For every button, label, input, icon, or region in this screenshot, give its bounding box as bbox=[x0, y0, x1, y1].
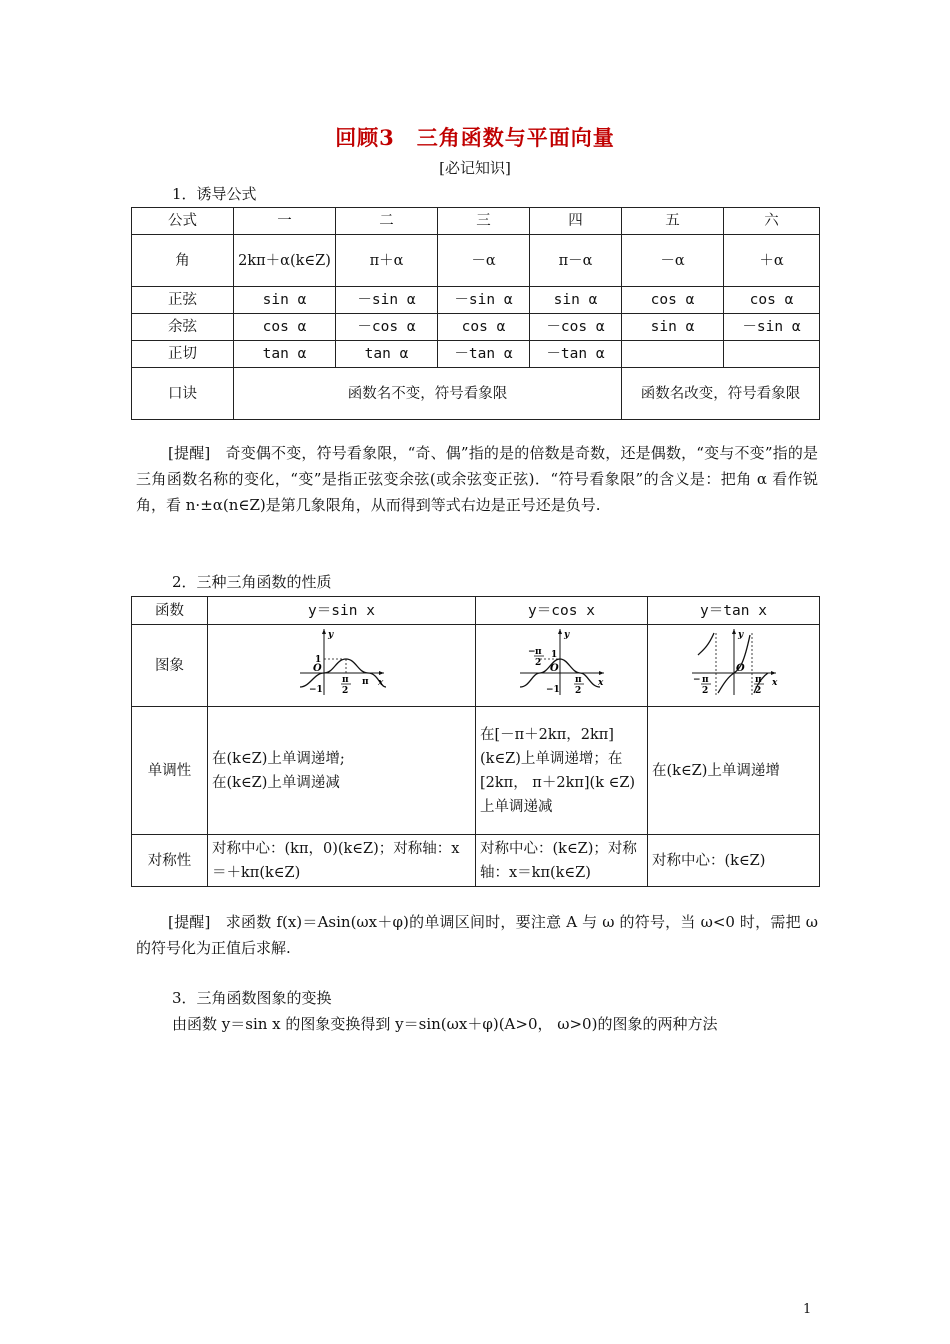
tick-label: π bbox=[754, 674, 762, 685]
table-cell: －tan α bbox=[530, 341, 622, 368]
header-cell: 一 bbox=[234, 208, 336, 235]
row-label: 正弦 bbox=[132, 287, 234, 314]
tick-label: π bbox=[574, 674, 582, 685]
table-header-row bbox=[132, 208, 820, 235]
tick-label: −1 bbox=[545, 684, 560, 695]
tick-label: − bbox=[692, 674, 701, 685]
table-header-row bbox=[132, 597, 820, 625]
tan-monotonicity: 在(k∈Z)上单调递增 bbox=[648, 707, 820, 835]
section-tag: [必记知识] bbox=[439, 159, 511, 177]
table-cell: －cos α bbox=[530, 314, 622, 341]
page-title: 回顾3 三角函数与平面向量 bbox=[335, 125, 615, 150]
cos-graph-cell bbox=[476, 625, 648, 707]
mnemonic-row bbox=[132, 368, 820, 420]
trig-properties-table bbox=[131, 596, 820, 887]
page-number: 1 bbox=[803, 1302, 812, 1317]
table-cell: sin α bbox=[234, 287, 336, 314]
tick-label: π bbox=[341, 674, 349, 685]
row-label: 角 bbox=[132, 235, 234, 287]
monotonicity-row bbox=[132, 707, 820, 835]
table-cell: －sin α bbox=[724, 314, 820, 341]
table-cell: tan α bbox=[336, 341, 438, 368]
tick-label: 2 bbox=[534, 657, 541, 668]
tip-paragraph-1: [提醒] 奇变偶不变，符号看象限，“奇、偶”指的是的倍数是奇数，还是偶数，“变与不变”指的是三角函数名称的变化，“变”是指正弦变余弦(或余弦变正弦)．“符号看象限”的含义是：把角 α 看作锐角，看 n·±α(n∈Z)是第几象限角，从而得到等式右边是正号还是负号. bbox=[136, 444, 818, 514]
table-cell: －sin α bbox=[336, 287, 438, 314]
axis-label: y bbox=[327, 629, 333, 640]
header-cell: 函数 bbox=[132, 597, 208, 625]
axis-label: x bbox=[377, 677, 383, 688]
row-label: 单调性 bbox=[132, 707, 208, 835]
axis-label: x bbox=[771, 677, 777, 688]
tan-symmetry: 对称中心：(k∈Z) bbox=[648, 835, 820, 887]
graph-row bbox=[132, 625, 820, 707]
sin-increasing: 在(k∈Z)上单调递增; bbox=[212, 750, 345, 767]
section3-heading: 3．三角函数图象的变换 bbox=[172, 989, 332, 1007]
row-label: 图象 bbox=[132, 625, 208, 707]
tick-label: π bbox=[701, 674, 709, 685]
tan-graph bbox=[688, 627, 780, 697]
sin-graph bbox=[296, 627, 388, 697]
table-cell: cos α bbox=[724, 287, 820, 314]
cos-monotonicity: 在[－π＋2kπ，2kπ](k∈Z)上单调递增；在[2kπ， π＋2kπ](k ∈Z)上单调递减 bbox=[476, 707, 648, 835]
symmetry-row bbox=[132, 835, 820, 887]
row-label: 口诀 bbox=[132, 368, 234, 420]
table-cell: 2kπ＋α(k∈Z) bbox=[234, 235, 336, 287]
header-cell: y＝tan x bbox=[648, 597, 820, 625]
header-cell: 六 bbox=[724, 208, 820, 235]
header-cell: 二 bbox=[336, 208, 438, 235]
mnemonic-right: 函数名改变，符号看象限 bbox=[622, 368, 820, 420]
tick-label: − bbox=[527, 646, 536, 657]
tick-label: 2 bbox=[754, 685, 761, 696]
cos-symmetry: 对称中心：(k∈Z)；对称轴：x＝kπ(k∈Z) bbox=[476, 835, 648, 887]
header-cell: 四 bbox=[530, 208, 622, 235]
header-cell: 五 bbox=[622, 208, 724, 235]
header-cell: y＝sin x bbox=[208, 597, 476, 625]
table-cell bbox=[724, 341, 820, 368]
origin-label: O bbox=[312, 662, 322, 674]
section2-heading: 2．三种三角函数的性质 bbox=[172, 573, 332, 591]
table-cell: cos α bbox=[234, 314, 336, 341]
origin-label: O bbox=[549, 662, 559, 674]
mnemonic-left: 函数名不变，符号看象限 bbox=[234, 368, 622, 420]
axis-label: x bbox=[597, 677, 603, 688]
row-label: 正切 bbox=[132, 341, 234, 368]
tick-label: −1 bbox=[308, 684, 323, 695]
section1-heading: 1．诱导公式 bbox=[172, 185, 257, 203]
table-cell: sin α bbox=[622, 314, 724, 341]
tick-label: 2 bbox=[341, 685, 348, 696]
section3-text: 由函数 y＝sin x 的图象变换得到 y＝sin(ωx＋φ)(A>0， ω>0)的图象的两种方法 bbox=[172, 1015, 718, 1033]
table-cell: －cos α bbox=[336, 314, 438, 341]
row-label: 余弦 bbox=[132, 314, 234, 341]
table-cell: π－α bbox=[530, 235, 622, 287]
sin-decreasing: 在(k∈Z)上单调递减 bbox=[212, 774, 340, 791]
row-label: 对称性 bbox=[132, 835, 208, 887]
table-cell: －tan α bbox=[438, 341, 530, 368]
tip-paragraph-2: [提醒] 求函数 f(x)＝Asin(ωx＋φ)的单调区间时，要注意 A 与 ω 的符号，当 ω<0 时，需把 ω 的符号化为正值后求解. bbox=[136, 913, 818, 957]
table-cell: tan α bbox=[234, 341, 336, 368]
sin-graph-cell bbox=[208, 625, 476, 707]
header-cell: 三 bbox=[438, 208, 530, 235]
sin-monotonicity bbox=[208, 707, 476, 835]
tick-label: π bbox=[361, 676, 369, 687]
table-row bbox=[132, 235, 820, 287]
header-cell: 公式 bbox=[132, 208, 234, 235]
cos-graph bbox=[516, 627, 608, 697]
table-cell: sin α bbox=[530, 287, 622, 314]
table-cell bbox=[622, 341, 724, 368]
header-cell: y＝cos x bbox=[476, 597, 648, 625]
table-row bbox=[132, 341, 820, 368]
sin-symmetry: 对称中心：(kπ，0)(k∈Z)；对称轴：x＝＋kπ(k∈Z) bbox=[208, 835, 476, 887]
tick-label: π bbox=[534, 646, 542, 657]
tan-graph-cell bbox=[648, 625, 820, 707]
table-cell: －α bbox=[622, 235, 724, 287]
table-cell: －α bbox=[438, 235, 530, 287]
tick-label: 2 bbox=[701, 685, 708, 696]
axis-label: y bbox=[737, 629, 743, 640]
table-cell: cos α bbox=[438, 314, 530, 341]
table-cell: π＋α bbox=[336, 235, 438, 287]
induction-formula-table bbox=[131, 207, 820, 420]
tick-label: 2 bbox=[574, 685, 581, 696]
table-row bbox=[132, 314, 820, 341]
origin-label: O bbox=[735, 662, 745, 674]
tick-label: 1 bbox=[550, 649, 557, 660]
tick-label: 1 bbox=[314, 654, 321, 665]
table-cell: －sin α bbox=[438, 287, 530, 314]
axis-label: y bbox=[563, 629, 569, 640]
table-cell: cos α bbox=[622, 287, 724, 314]
table-cell: ＋α bbox=[724, 235, 820, 287]
table-row bbox=[132, 287, 820, 314]
